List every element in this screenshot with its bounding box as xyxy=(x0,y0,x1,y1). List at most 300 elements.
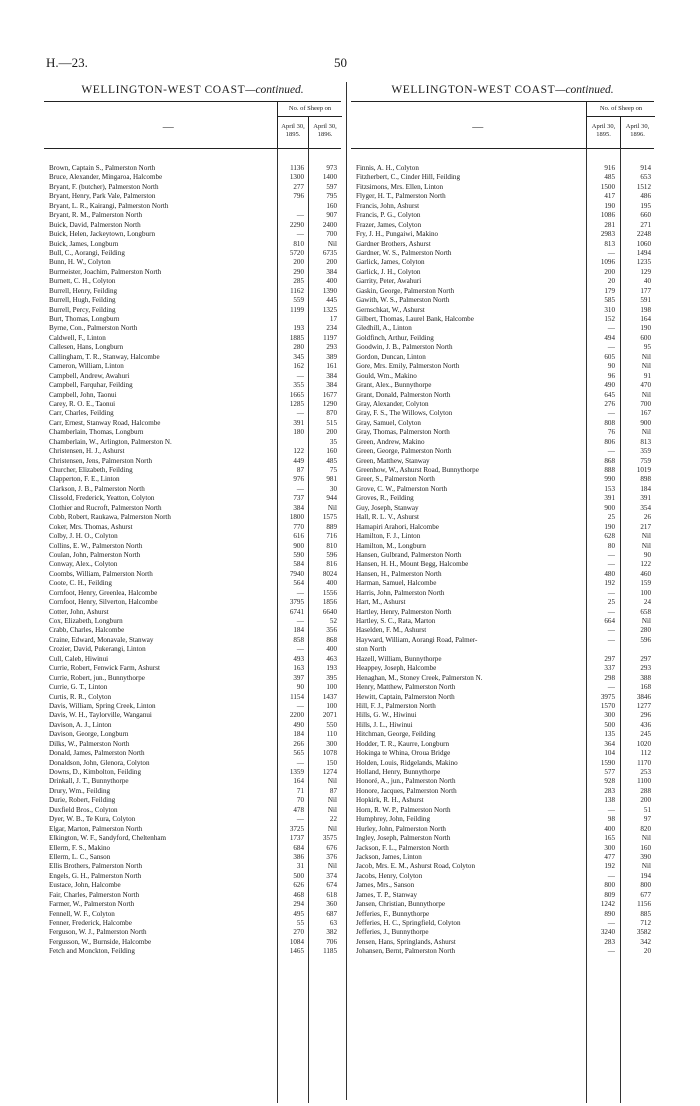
sheep-count-1896: 360 xyxy=(326,900,337,909)
sheep-count-1896: Nil xyxy=(641,428,651,437)
sheep-count-1896: 160 xyxy=(326,201,337,210)
sheep-count-1896: 600 xyxy=(640,333,651,342)
sheep-count-1895: 1885 xyxy=(289,333,304,342)
right-header-col1: April 30, 1895. xyxy=(586,117,620,148)
sheep-count-1896: 1512 xyxy=(636,182,651,191)
sheep-count-1896: 150 xyxy=(326,758,337,767)
owner-name: Heappey, Joseph, Halcombe xyxy=(356,664,437,673)
sheep-count-1896: 296 xyxy=(640,711,651,720)
sheep-count-1895: 900 xyxy=(604,503,615,512)
owner-name: Farmer, W., Palmerston North xyxy=(49,900,135,909)
owner-name: Guy, Joseph, Stanway xyxy=(356,503,419,512)
sheep-count-1895: 480 xyxy=(604,569,615,578)
table-row xyxy=(351,759,654,768)
sheep-count-1896: 95 xyxy=(643,343,651,352)
sheep-count-1895: — xyxy=(607,947,615,956)
table-row xyxy=(351,938,654,947)
sheep-count-1895: 858 xyxy=(293,635,304,644)
left-header-col2: April 30, 1896. xyxy=(308,117,341,148)
table-row xyxy=(44,919,341,928)
sheep-count-1896: 898 xyxy=(640,475,651,484)
owner-name: Gledhill, A., Linton xyxy=(356,324,412,333)
table-row xyxy=(44,711,341,720)
table-row xyxy=(44,306,341,315)
owner-name: Hopkirk, R. H., Ashurst xyxy=(356,796,424,805)
sheep-count-1896: 813 xyxy=(640,437,651,446)
sheep-count-1895: 200 xyxy=(604,267,615,276)
sheep-count-1895: 3975 xyxy=(600,692,615,701)
owner-name: Curtis, R. R., Colyton xyxy=(49,692,112,701)
sheep-count-1895: 283 xyxy=(604,786,615,795)
sheep-count-1896: 160 xyxy=(326,447,337,456)
table-row xyxy=(44,844,341,853)
sheep-count-1895: — xyxy=(296,484,304,493)
sheep-count-1896: 382 xyxy=(326,928,337,937)
table-row xyxy=(351,258,654,267)
sheep-count-1896: 981 xyxy=(326,475,337,484)
sheep-count-1895: 70 xyxy=(296,796,304,805)
table-row xyxy=(44,645,341,654)
table-row xyxy=(351,409,654,418)
owner-name: Buick, James, Longburn xyxy=(49,239,119,248)
owner-name: Hall, R. L. V., Ashurst xyxy=(356,513,419,522)
sheep-count-1895: 290 xyxy=(293,267,304,276)
table-row xyxy=(44,683,341,692)
table-row xyxy=(44,277,341,286)
owner-name: Goldfinch, Arthur, Feilding xyxy=(356,333,434,342)
table-row xyxy=(351,636,654,645)
table-row xyxy=(44,617,341,626)
table-row xyxy=(44,334,341,343)
owner-name: Cornfoot, Henry, Silverton, Halcombe xyxy=(49,598,158,607)
sheep-count-1896: 122 xyxy=(640,560,651,569)
owner-name: Hazell, William, Bunnythorpe xyxy=(356,654,442,663)
sheep-count-1896: 75 xyxy=(329,466,337,474)
sheep-count-1895: 270 xyxy=(293,928,304,937)
page-header-code: H.—23. xyxy=(46,55,88,70)
sheep-count-1896: 653 xyxy=(640,173,651,182)
owner-name: Burt, Thomas, Longburn xyxy=(49,315,120,323)
sheep-count-1895: 976 xyxy=(293,475,304,484)
sheep-count-1896: 676 xyxy=(326,843,337,852)
owner-name: Hartley, S. C., Rata, Marton xyxy=(356,617,436,625)
right-section-title: WELLINGTON-WEST COAST—continued. xyxy=(391,84,614,96)
table-row xyxy=(351,711,654,720)
owner-name: Hamilton, M., Longburn xyxy=(356,541,426,550)
sheep-count-1895: — xyxy=(607,550,615,559)
owner-name: Gaskin, George, Palmerston North xyxy=(356,286,455,295)
sheep-count-1896: 677 xyxy=(640,890,651,899)
owner-name: James, Mrs., Sanson xyxy=(356,881,415,890)
sheep-count-1896: Nil xyxy=(641,532,651,541)
sheep-count-1896: 354 xyxy=(640,503,651,512)
sheep-count-1895: 391 xyxy=(604,494,615,503)
table-row xyxy=(351,532,654,541)
owner-name: Hill, F. J., Palmerston North xyxy=(356,701,436,710)
sheep-count-1895: 135 xyxy=(604,730,615,739)
sheep-count-1895: 162 xyxy=(293,362,304,371)
owner-name: Gilbert, Thomas, Laurel Bank, Halcombe xyxy=(356,315,474,323)
table-row xyxy=(44,202,341,211)
sheep-count-1895: 138 xyxy=(604,796,615,805)
sheep-count-1896: 6735 xyxy=(322,248,337,257)
owner-name: Gray, F. S., The Willows, Colyton xyxy=(356,409,453,418)
owner-name: Coombs, William, Palmerston North xyxy=(49,569,153,578)
table-row xyxy=(351,173,654,182)
owner-name: Gould, Wm., Makino xyxy=(356,371,417,380)
sheep-count-1895: 1465 xyxy=(289,947,304,956)
owner-name: Grove, C. W., Palmerston North xyxy=(356,484,448,493)
sheep-count-1896: Nil xyxy=(641,362,651,371)
sheep-count-1896: 1019 xyxy=(636,466,651,474)
sheep-count-1896: 1100 xyxy=(637,777,651,786)
center-divider xyxy=(346,82,347,1100)
sheep-count-1896: 660 xyxy=(640,211,651,220)
sheep-count-1895: 184 xyxy=(293,730,304,739)
sheep-count-1896: 271 xyxy=(640,220,651,229)
table-row xyxy=(351,825,654,834)
owner-name: Cull, Caleb, Hiwinui xyxy=(49,654,109,663)
table-row xyxy=(44,674,341,683)
sheep-count-1896: 400 xyxy=(326,645,337,654)
owner-name: Jefferies, F., Bunnythorpe xyxy=(356,909,430,918)
owner-name: ston North xyxy=(356,645,387,654)
table-row xyxy=(351,844,654,853)
sheep-count-1896: 184 xyxy=(640,484,651,493)
owner-name: Byrne, Con., Palmerston North xyxy=(49,324,138,333)
owner-name: Humphrey, John, Feilding xyxy=(356,815,431,824)
owner-name: Dilks, W., Palmerston North xyxy=(49,739,130,748)
owner-name: Christensen, H. J., Ashurst xyxy=(49,447,125,456)
table-row xyxy=(44,938,341,947)
owner-name: Carr, Ernest, Stanway Road, Halcombe xyxy=(49,418,161,427)
sheep-count-1896: Nil xyxy=(641,862,651,871)
sheep-count-1895: — xyxy=(296,758,304,767)
sheep-count-1895: 300 xyxy=(604,843,615,852)
owner-name: Bryant, R. M., Palmerston North xyxy=(49,211,143,220)
sheep-count-1896: 674 xyxy=(326,881,337,890)
sheep-count-1895: 397 xyxy=(293,673,304,682)
owner-name: Harman, Samuel, Halcombe xyxy=(356,579,437,588)
owner-name: Henry, Matthew, Palmerston North xyxy=(356,683,456,692)
sheep-count-1895: 294 xyxy=(293,900,304,909)
sheep-count-1895: 585 xyxy=(604,296,615,305)
table-row xyxy=(44,438,341,447)
sheep-count-1895: 605 xyxy=(604,352,615,361)
owner-name: Harris, John, Palmerston North xyxy=(356,588,445,597)
table-row xyxy=(351,192,654,201)
sheep-count-1895: 645 xyxy=(604,390,615,399)
left-header-dash: — xyxy=(162,121,174,133)
sheep-count-1896: 1185 xyxy=(323,947,337,956)
sheep-count-1896: 390 xyxy=(640,852,651,861)
sheep-count-1896: 400 xyxy=(326,277,337,286)
right-table-header xyxy=(351,101,654,149)
sheep-count-1895: 364 xyxy=(604,739,615,748)
sheep-count-1895: 485 xyxy=(604,173,615,182)
owner-name: Downs, D., Kimbolton, Feilding xyxy=(49,768,142,776)
owner-name: Gray, Alexander, Colyton xyxy=(356,399,429,408)
sheep-count-1895: 104 xyxy=(604,749,615,758)
sheep-count-1896: Nil xyxy=(327,805,337,814)
sheep-count-1896: 907 xyxy=(326,211,337,220)
owner-name: Ellerm, F. S., Makino xyxy=(49,843,111,852)
owner-name: Coote, C. H., Feilding xyxy=(49,579,112,588)
table-row xyxy=(351,362,654,371)
sheep-count-1896: 161 xyxy=(326,362,337,371)
table-row xyxy=(351,872,654,881)
owner-name: Hodder, T. R., Kaurre, Longburn xyxy=(356,739,450,748)
owner-name: Hewitt, Captain, Palmerston North xyxy=(356,692,455,701)
table-row xyxy=(44,834,341,843)
table-row xyxy=(44,825,341,834)
owner-name: Fitzherbert, C., Cinder Hill, Feilding xyxy=(356,173,461,182)
table-row xyxy=(351,221,654,230)
sheep-count-1895: 345 xyxy=(293,352,304,361)
owner-name: Drury, Wm., Feilding xyxy=(49,786,111,795)
sheep-count-1896: 1277 xyxy=(636,701,651,710)
sheep-count-1895: — xyxy=(296,617,304,625)
table-row xyxy=(351,504,654,513)
table-row xyxy=(44,796,341,805)
sheep-count-1895: 564 xyxy=(293,579,304,588)
table-row xyxy=(351,240,654,249)
owner-name: Buick, David, Palmerston North xyxy=(49,220,141,229)
table-row xyxy=(351,513,654,522)
table-row xyxy=(351,579,654,588)
sheep-count-1895: 355 xyxy=(293,381,304,390)
owner-name: Bryant, Henry, Park Vale, Palmerston xyxy=(49,192,156,201)
owner-name: Jackson, James, Linton xyxy=(356,852,422,861)
table-row xyxy=(351,183,654,192)
table-row xyxy=(351,608,654,617)
table-row xyxy=(44,183,341,192)
sheep-count-1895: 868 xyxy=(604,456,615,465)
table-row xyxy=(44,409,341,418)
sheep-count-1896: 200 xyxy=(326,428,337,437)
table-row xyxy=(351,324,654,333)
owner-name: Finnis, A. H., Colyton xyxy=(356,164,419,172)
sheep-count-1895: — xyxy=(607,683,615,692)
sheep-count-1895: 277 xyxy=(293,182,304,191)
table-row xyxy=(44,523,341,532)
owner-name: Engels, G. H., Palmerston North xyxy=(49,871,142,880)
table-row xyxy=(351,749,654,758)
sheep-count-1895: 616 xyxy=(293,532,304,541)
sheep-count-1896: 2248 xyxy=(636,230,651,239)
owner-name: Gordon, Duncan, Linton xyxy=(356,352,426,361)
owner-name: Donaldson, John, Glenora, Colyton xyxy=(49,758,150,767)
sheep-count-1895: — xyxy=(607,626,615,635)
sheep-count-1896: 795 xyxy=(326,192,337,201)
sheep-count-1895: 809 xyxy=(604,890,615,899)
sheep-count-1896: 359 xyxy=(640,447,651,456)
sheep-count-1896: 914 xyxy=(640,164,651,172)
table-row xyxy=(351,230,654,239)
sheep-count-1896: 470 xyxy=(640,381,651,390)
sheep-count-1896: 618 xyxy=(326,890,337,899)
owner-name: Francis, John, Ashurst xyxy=(356,201,420,210)
sheep-count-1895: — xyxy=(607,588,615,597)
owner-name: Hamapiri Arahori, Halcombe xyxy=(356,522,439,531)
sheep-count-1895: 98 xyxy=(607,815,615,824)
left-section-title: WELLINGTON-WEST COAST—continued. xyxy=(81,84,304,96)
table-row xyxy=(351,570,654,579)
table-row xyxy=(44,759,341,768)
sheep-count-1896: 700 xyxy=(640,399,651,408)
sheep-count-1895: 813 xyxy=(604,239,615,248)
table-row xyxy=(351,815,654,824)
table-row xyxy=(44,173,341,182)
sheep-count-1896: 3575 xyxy=(322,834,337,843)
owner-name: Durie, Robert, Feilding xyxy=(49,796,116,805)
sheep-count-1896: 597 xyxy=(326,182,337,191)
table-row xyxy=(44,164,341,173)
sheep-count-1896: 297 xyxy=(640,654,651,663)
page-number: 50 xyxy=(334,55,347,70)
sheep-count-1895: — xyxy=(607,409,615,418)
owner-name: Horn, R. W. P., Palmerston North xyxy=(356,805,451,814)
sheep-count-1896: 384 xyxy=(326,381,337,390)
sheep-count-1895: 890 xyxy=(604,909,615,918)
table-row xyxy=(351,268,654,277)
owner-name: Holden, Louis, Ridgelands, Makino xyxy=(356,758,458,767)
sheep-count-1896: 280 xyxy=(640,626,651,635)
owner-name: Elgar, Marton, Palmerston North xyxy=(49,824,143,833)
sheep-count-1895: 468 xyxy=(293,890,304,899)
sheep-count-1895: — xyxy=(607,871,615,880)
owner-name: Davis, William, Spring Creek, Linton xyxy=(49,701,156,710)
table-row xyxy=(44,324,341,333)
table-row xyxy=(44,221,341,230)
sheep-count-1895: 337 xyxy=(604,664,615,673)
table-row xyxy=(351,372,654,381)
owner-name: Coulan, John, Palmerston North xyxy=(49,550,141,559)
table-row xyxy=(351,211,654,220)
table-row xyxy=(351,438,654,447)
sheep-count-1896: 35 xyxy=(329,437,337,446)
owner-name: Hitchman, George, Feilding xyxy=(356,730,436,739)
owner-name: Fergusson, W., Burnside, Halcombe xyxy=(49,937,152,946)
owner-name: Grant, Donald, Palmerston North xyxy=(356,390,451,399)
sheep-count-1896: 1677 xyxy=(322,390,337,399)
owner-name: Holland, Henry, Bunnythorpe xyxy=(356,768,441,776)
owner-name: Jensen, Hans, Springlands, Ashurst xyxy=(356,937,456,946)
sheep-count-1896: 90 xyxy=(643,550,651,559)
sheep-count-1896: 800 xyxy=(640,881,651,890)
sheep-count-1895: — xyxy=(296,588,304,597)
owner-name: Hamilton, F. J., Linton xyxy=(356,532,421,541)
owner-name: Francis, P. G., Colyton xyxy=(356,211,421,220)
owner-name: Cobb, Robert, Raukawa, Palmerston North xyxy=(49,513,171,522)
owner-name: Churcher, Elizabeth, Feilding xyxy=(49,466,133,474)
owner-name: Green, George, Palmerston North xyxy=(356,447,452,456)
owner-name: Burrell, Henry, Feilding xyxy=(49,286,118,295)
sheep-count-1896: 91 xyxy=(643,371,651,380)
owner-name: Garlick, J. H., Colyton xyxy=(356,267,421,276)
owner-name: Greenhow, W., Ashurst Road, Bunnythorpe xyxy=(356,466,479,474)
sheep-count-1895: 1086 xyxy=(600,211,615,220)
sheep-count-1896: 389 xyxy=(326,352,337,361)
owner-name: Cornfoot, Henry, Greenlea, Halcombe xyxy=(49,588,158,597)
owner-name: Cox, Elizabeth, Longburn xyxy=(49,617,123,625)
sheep-count-1896: 63 xyxy=(329,919,337,927)
table-row xyxy=(44,258,341,267)
table-row xyxy=(351,777,654,786)
sheep-count-1896: 460 xyxy=(640,569,651,578)
table-row xyxy=(44,381,341,390)
sheep-count-1895: 1570 xyxy=(600,701,615,710)
sheep-count-1896: 1156 xyxy=(637,900,651,909)
sheep-count-1895: — xyxy=(296,371,304,380)
sheep-count-1895: 770 xyxy=(293,522,304,531)
sheep-count-1896: 253 xyxy=(640,768,651,776)
table-row xyxy=(44,428,341,437)
owner-name: Fennell, W. F., Colyton xyxy=(49,909,115,918)
sheep-count-1895: 1242 xyxy=(600,900,615,909)
sheep-count-1895: 193 xyxy=(293,324,304,333)
column-rule xyxy=(308,148,309,1103)
table-row xyxy=(351,693,654,702)
owner-name: Jansen, Christian, Bunnythorpe xyxy=(356,900,446,909)
sheep-count-1895: — xyxy=(607,805,615,814)
owner-name: Colby, J. H. O., Colyton xyxy=(49,532,118,541)
sheep-count-1896: 100 xyxy=(326,683,337,692)
owner-name: Ellis Brothers, Palmerston North xyxy=(49,862,142,871)
table-row xyxy=(351,796,654,805)
owner-name: Hansen, Gulbrand, Palmerston North xyxy=(356,550,462,559)
sheep-count-1896: Nil xyxy=(327,503,337,512)
owner-name: Hansen, H., Palmerston North xyxy=(356,569,442,578)
table-row xyxy=(351,334,654,343)
owner-name: Hills, G. W., Hiwinui xyxy=(356,711,417,720)
owner-name: Currie, Robert, Fenwick Farm, Ashurst xyxy=(49,664,160,673)
sheep-count-1896: 1274 xyxy=(322,768,337,776)
owner-name: Johansen, Bernt, Palmerston North xyxy=(356,947,456,956)
sheep-count-1895: 266 xyxy=(293,739,304,748)
owner-name: Craine, Edward, Monavale, Stanway xyxy=(49,635,154,644)
owner-name: Bruce, Alexander, Mingaroa, Halcombe xyxy=(49,173,163,182)
sheep-count-1896: 700 xyxy=(326,230,337,239)
table-row xyxy=(351,353,654,362)
table-row xyxy=(44,947,341,956)
sheep-count-1895: 122 xyxy=(293,447,304,456)
owner-name: Brown, Captain S., Palmerston North xyxy=(49,164,156,172)
owner-name: Bryant, F. (butcher), Palmerston North xyxy=(49,182,159,191)
sheep-count-1896: 400 xyxy=(326,579,337,588)
sheep-count-1896: 164 xyxy=(640,315,651,323)
sheep-count-1895: 200 xyxy=(293,258,304,267)
sheep-count-1895: 285 xyxy=(293,277,304,286)
sheep-count-1896: 97 xyxy=(643,815,651,824)
table-row xyxy=(44,494,341,503)
sheep-count-1895: 3725 xyxy=(289,824,304,833)
sheep-count-1895: 800 xyxy=(604,881,615,890)
sheep-count-1895: — xyxy=(607,560,615,569)
table-row xyxy=(351,164,654,173)
sheep-count-1896: 973 xyxy=(326,164,337,172)
sheep-count-1895: 1800 xyxy=(289,513,304,522)
table-row xyxy=(44,513,341,522)
left-table-header xyxy=(44,101,341,149)
owner-name: Elkington, W. F., Sandyford, Cheltenham xyxy=(49,834,167,843)
sheep-count-1896: Nil xyxy=(641,541,651,550)
table-row xyxy=(44,598,341,607)
sheep-count-1895: 1084 xyxy=(289,937,304,946)
sheep-count-1895: 559 xyxy=(293,296,304,305)
sheep-count-1895: 6741 xyxy=(289,607,304,616)
sheep-count-1895: 280 xyxy=(293,343,304,352)
